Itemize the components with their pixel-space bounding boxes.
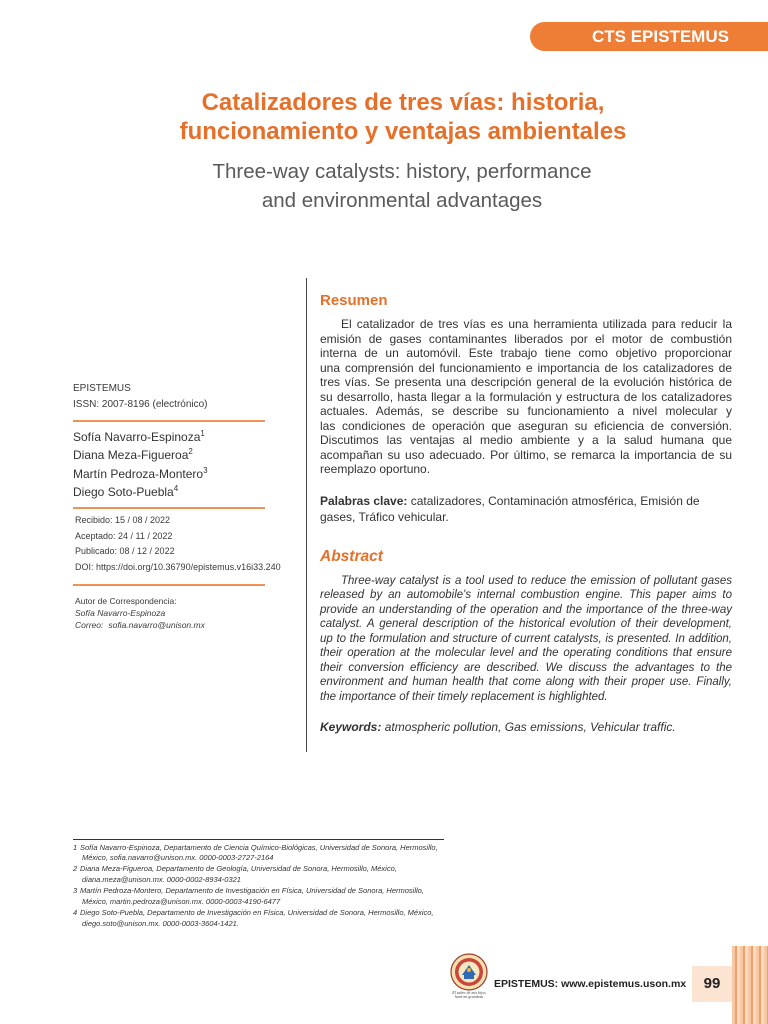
published-date: Publicado: 08 / 12 / 2022 — [75, 546, 175, 557]
footnote-number: 1 — [73, 842, 78, 852]
sidebar-divider — [73, 507, 265, 509]
page-number: 99 — [703, 975, 721, 992]
university-seal-icon — [450, 953, 488, 991]
correspondence-label: Autor de Correspondencia: — [75, 596, 177, 606]
palabras-clave-line: gases, Tráfico vehicular. — [320, 510, 449, 524]
author-ref: 4 — [173, 484, 179, 493]
palabras-clave-label: Palabras clave: — [320, 494, 408, 508]
doi: DOI: https://doi.org/10.36790/epistemus.v16i33.240 — [75, 561, 281, 572]
received-date: Recibido: 15 / 08 / 2022 — [75, 515, 171, 525]
publication-dates — [75, 513, 281, 575]
palabras-clave-text: catalizadores, Contaminación atmosférica, Emisión de — [410, 494, 700, 508]
resumen-line: El catalizador de tres vías es una herramienta utilizada para reducir la — [341, 317, 732, 331]
abstract-line: environment and human health that come along with their proper use. Finally, — [320, 676, 732, 689]
column-divider — [306, 278, 307, 752]
page-number-box — [692, 966, 732, 1002]
footnote-line: diana.meza@unison.mx. 0000-0002-8934-0321 — [82, 875, 241, 885]
article-subtitle — [100, 157, 704, 215]
subtitle-line: Three-way catalysts: history, performance — [212, 160, 592, 183]
correspondence-email-row — [75, 619, 205, 631]
abstract-line: up to the formulation and structure of current catalysts, is presented. In addition, — [320, 632, 732, 645]
resumen-line: su desarrollo, hasta llegar a la formulación y estructura de los catalizadores — [320, 389, 732, 404]
journal-tab — [530, 22, 768, 51]
seal-motto-line: hará mi grandeza — [454, 994, 484, 999]
abstract-line: their conversion efficiency are described. We discuss the advantages to the — [320, 661, 732, 674]
sidebar-divider — [73, 584, 265, 586]
resumen-heading: Resumen — [320, 292, 388, 309]
resumen-line: emisión de gases contaminantes liberados por el motor de combustión — [320, 331, 732, 346]
footnote-text: Diego Soto-Puebla, Departamento de Investigación en Física, Universidad de Sonora, Hermosillo, México, — [80, 907, 434, 917]
correspondence-name: Sofía Navarro-Espinoza — [75, 608, 166, 618]
author-name: Diego Soto-Puebla — [73, 485, 174, 499]
resumen-line: una comprensión del funcionamiento e importancia de los catalizadores de — [320, 360, 732, 375]
subtitle-line: and environmental advantages — [261, 189, 543, 212]
resumen-body — [320, 317, 732, 477]
footnote-line: México, sofia.navarro@unison.mx. 0000-0003-2727-2164 — [82, 853, 274, 863]
author — [73, 484, 208, 503]
footnote-line — [73, 886, 438, 897]
keywords-label: Keywords: — [320, 720, 382, 734]
journal-tab-label: CTS EPISTEMUS — [592, 27, 729, 46]
abstract-line: catalyst. A general description of the historical evolution of their development, — [320, 618, 732, 631]
palabras-clave-line — [320, 493, 732, 509]
abstract-line: provide an understanding of the operation and the importance of the three-way — [320, 603, 732, 616]
author-name: Diana Meza-Figueroa — [73, 448, 189, 462]
title-line: funcionamiento y ventajas ambientales — [179, 118, 627, 145]
accepted-date: Aceptado: 24 / 11 / 2022 — [75, 530, 173, 541]
seal-motto — [452, 991, 486, 999]
decorative-stripes — [732, 946, 768, 1024]
title-line: Catalizadores de tres vías: historia, — [201, 89, 605, 116]
author-name: Sofía Navarro-Espinoza — [73, 429, 201, 444]
author — [73, 447, 208, 466]
author-ref: 2 — [188, 447, 193, 456]
footnote-line — [73, 843, 438, 854]
journal-website: EPISTEMUS: www.epistemus.uson.mx — [494, 978, 687, 990]
footnote-line: México, martin.pedroza@unison.mx. 0000-0003-4190-6477 — [82, 897, 281, 907]
resumen-line: Discutimos las ventajas al medio ambiente y a la salud humana que — [320, 433, 732, 448]
footnote-line — [73, 908, 438, 919]
keywords-text: atmospheric pollution, Gas emissions, Vehicular traffic. — [384, 720, 676, 734]
author-list — [73, 429, 208, 503]
footnote-text: Martín Pedroza-Montero, Departamento de Investigación en Física, Universidad de Sonora, Hermosillo, — [80, 886, 424, 896]
author-ref: 1 — [200, 428, 205, 438]
palabras-clave — [320, 493, 732, 525]
journal-name: EPISTEMUS — [73, 383, 131, 394]
abstract-line: the importance of their timely replacement is highlighted. — [320, 690, 608, 703]
issn: ISSN: 2007-8196 (electrónico) — [73, 399, 208, 410]
article-title — [100, 88, 706, 146]
resumen-line: acompañan su uso adecuado. Por último, se remarca la importancia de su — [320, 447, 732, 462]
author-name: Martín Pedroza-Montero — [73, 466, 204, 481]
footnote-line: diego.soto@unison.mx. 0000-0003-3604-1421. — [82, 918, 239, 928]
abstract-heading: Abstract — [320, 548, 383, 565]
resumen-line: tres vías. Se presenta una descripción general de la evolución histórica de — [320, 375, 732, 390]
author-ref: 3 — [203, 465, 208, 475]
resumen-line: reemplazo oportuno. — [320, 462, 431, 477]
correspondence — [75, 595, 205, 631]
footnote-number: 4 — [73, 907, 78, 917]
footnote-line — [73, 864, 438, 875]
correspondence-email: sofia.navarro@unison.mx — [108, 620, 205, 630]
abstract-body — [320, 574, 732, 705]
email-label: Correo: — [75, 620, 104, 630]
resumen-line: las condiciones de operación que aseguran su eficiencia de conversión. — [320, 418, 732, 433]
author — [73, 466, 208, 485]
abstract-line: released by an automobile's internal combustion engine. This paper aims to — [320, 589, 732, 602]
author — [73, 429, 208, 448]
footnote-text: Sofía Navarro-Espinoza, Departamento de Ciencia Químico-Biológicas, Universidad de Sonora, Hermosillo, — [80, 842, 438, 852]
seal-motto-line: El saber de mis hijos — [452, 990, 486, 995]
footnotes — [73, 843, 438, 930]
resumen-line: actuales. Además, se describe su funcionamiento a nivel molecular y — [320, 404, 732, 419]
resumen-line: interna de un automóvil. Este trabajo tiene como objetivo proporcionar — [320, 346, 732, 361]
footnote-number: 2 — [73, 864, 78, 874]
keywords — [320, 719, 676, 735]
footnote-text: Diana Meza-Figueroa, Departamento de Geología, Universidad de Sonora, Hermosillo, México, — [80, 864, 397, 874]
footnote-number: 3 — [73, 886, 78, 896]
footnote-divider — [73, 839, 444, 840]
abstract-line: Three-way catalyst is a tool used to reduce the emission of pollutant gases — [341, 574, 732, 587]
abstract-line: their operation at the molecular level and the operating conditions that ensure — [320, 647, 732, 660]
sidebar-divider — [73, 420, 265, 422]
